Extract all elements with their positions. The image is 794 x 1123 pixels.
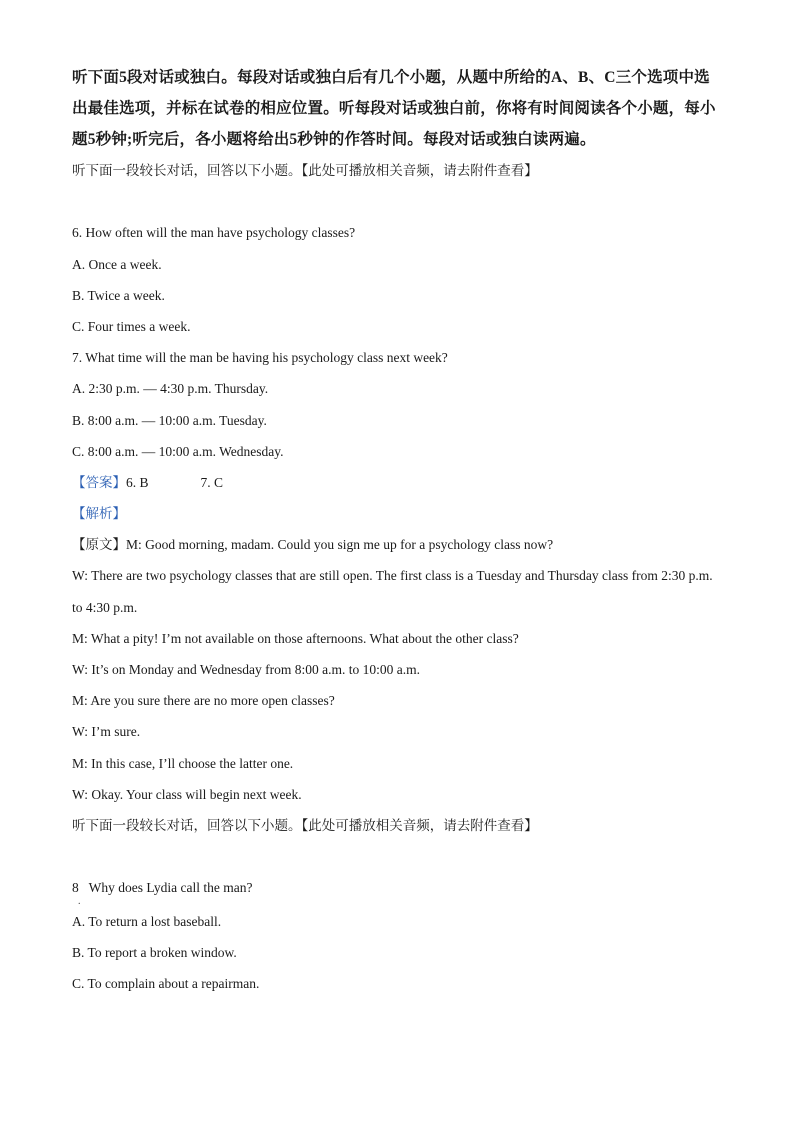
transcript-line: M: In this case, I’ll choose the latter one. (72, 755, 294, 771)
question-8-option-a: A. To return a lost baseball. (72, 913, 222, 929)
question-6-stem: 6. How often will the man have psychology classes? (72, 225, 356, 241)
transcript-first-line (72, 529, 724, 560)
question-7-option-b: B. 8:00 a.m. — 10:00 a.m. Tuesday. (72, 412, 267, 428)
question-6-option-a: A. Once a week. (72, 256, 162, 272)
transcript-line: W: There are two psychology classes that are still open. The first class is a Tuesday and Thursday class from 2:30 p.m. to 4:30 p.m. (72, 568, 713, 615)
question-7-stem: 7. What time will the man be having his psychology class next week? (72, 350, 448, 366)
question-8-option-b: B. To report a broken window. (72, 944, 237, 960)
transcript-line: W: I’m sure. (72, 724, 141, 740)
question-7-option-a: A. 2:30 p.m. — 4:30 p.m. Thursday. (72, 381, 269, 397)
question-8-option-c: C. To complain about a repairman. (72, 975, 260, 991)
document-page (72, 62, 724, 999)
spacer (72, 186, 724, 217)
question-8-stem: 8 Why does Lydia call the man? (72, 880, 253, 896)
analysis-label: 【解析】 (72, 506, 126, 522)
listening-instructions: 听下面5段对话或独白。每段对话或独白后有几个小题，从题中所给的A、B、C三个选项中选出最佳选项，并标在试卷的相应位置。听每段对话或独白前，你将有时间阅读各个小题，每小题5秒钟;听完后，各小题将给出5秒钟的作答时间。每段对话或独白读两遍。 (72, 69, 716, 148)
transcript-line: M: Good morning, madam. Could you sign me up for a psychology class now? (126, 537, 554, 553)
question-6-option-b: B. Twice a week. (72, 287, 165, 303)
answer-6: 6. B (126, 474, 149, 490)
transcript-line: W: It’s on Monday and Wednesday from 8:00 a.m. to 10:00 a.m. (72, 662, 420, 678)
answer-line (72, 467, 724, 498)
transcript-line: W: Okay. Your class will begin next week. (72, 786, 302, 802)
question-8-dot: . (78, 895, 81, 907)
transcript-line: M: Are you sure there are no more open classes? (72, 693, 335, 709)
transcript-label: 【原文】 (72, 537, 126, 553)
section1-intro: 听下面一段较长对话，回答以下小题。【此处可播放相关音频，请去附件查看】 (72, 163, 538, 178)
question-6-option-c: C. Four times a week. (72, 318, 191, 334)
answer-label: 【答案】 (72, 474, 126, 490)
section2-intro: 听下面一段较长对话，回答以下小题。【此处可播放相关音频，请去附件查看】 (72, 817, 538, 833)
transcript-line: M: What a pity! I’m not available on those afternoons. What about the other class? (72, 630, 519, 646)
answer-7: 7. C (200, 474, 224, 490)
spacer (72, 841, 724, 872)
question-7-option-c: C. 8:00 a.m. — 10:00 a.m. Wednesday. (72, 443, 284, 459)
